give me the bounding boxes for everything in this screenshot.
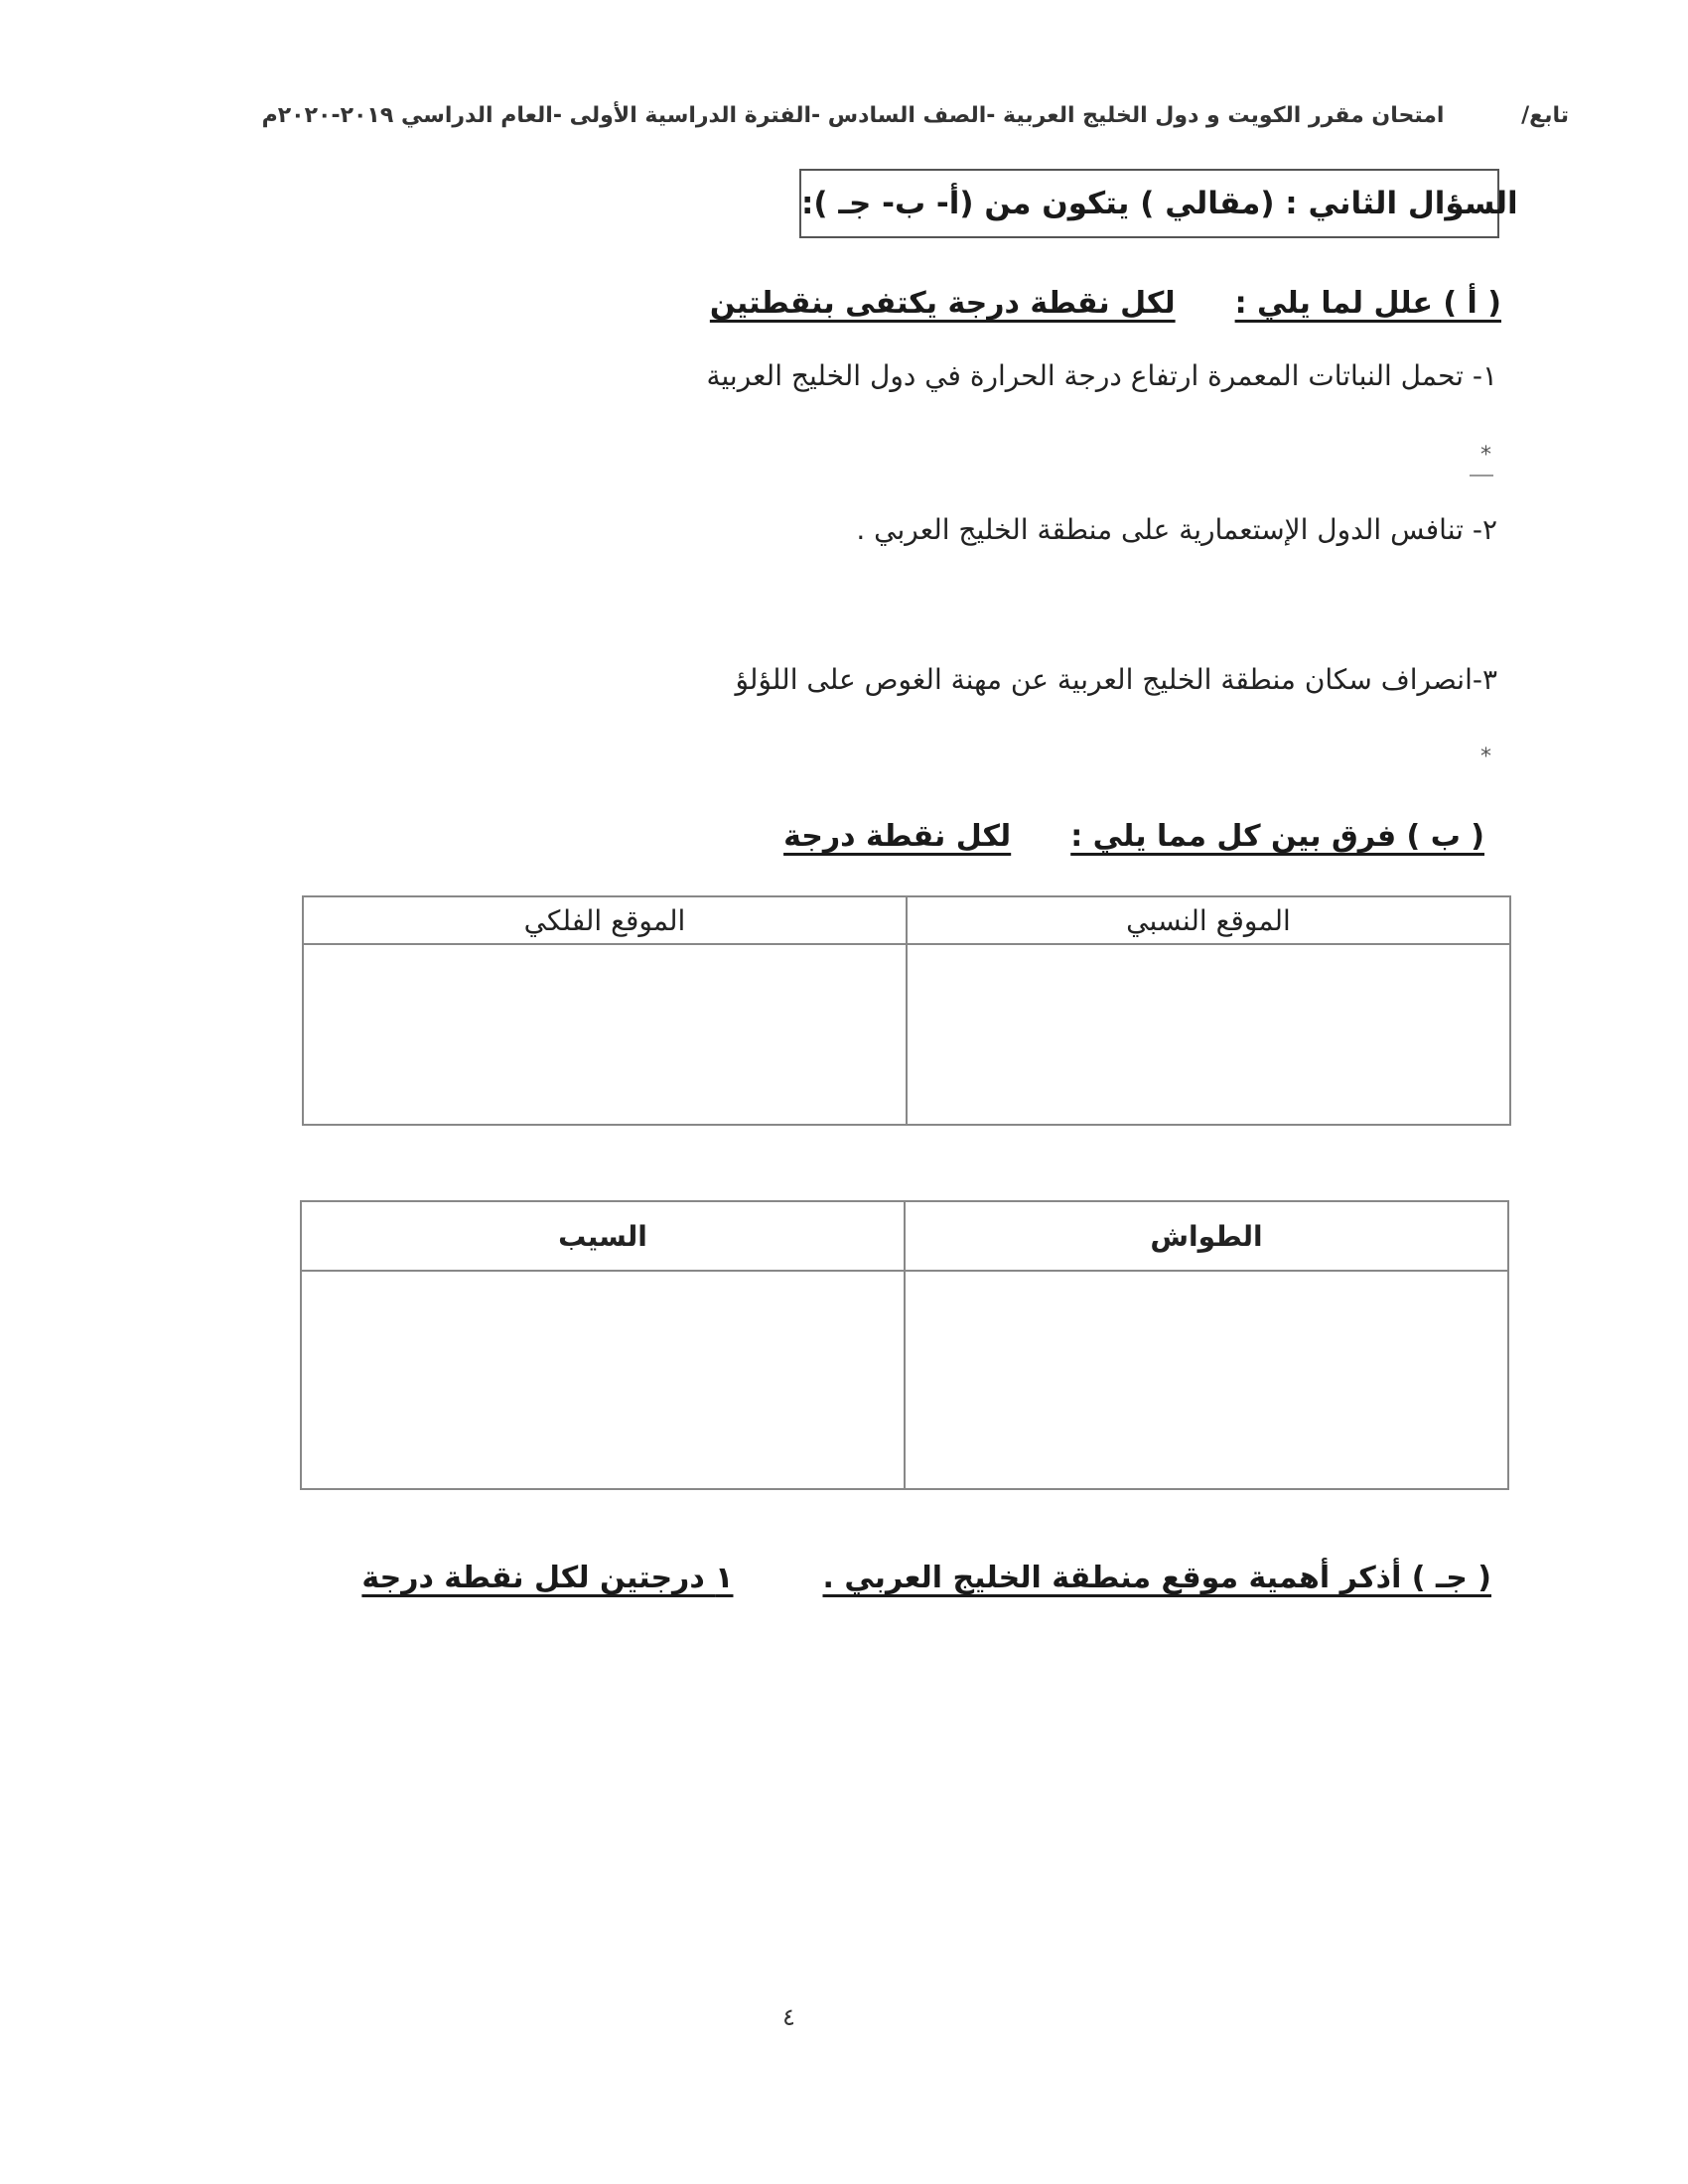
section-a-title: ( أ ) علل لما يلي : [1234, 286, 1501, 321]
comparison-table-pearl [300, 1200, 1509, 1490]
table2-header-right: الطواش [905, 1201, 1508, 1271]
question-title-box [799, 169, 1518, 238]
header-text: امتحان مقرر الكويت و دول الخليج العربية -الصف السادس -الفترة الدراسية الأولى -العام الدراسي ٢٠١٩-٢٠٢٠م [261, 103, 1445, 128]
table2-answer-left [301, 1271, 905, 1489]
section-c-heading [361, 1561, 1491, 1595]
section-a-item-2: ٢- تنافس الدول الإستعمارية على منطقة الخليج العربي . [856, 513, 1497, 546]
answer-bullet: * [1480, 443, 1491, 468]
table2-answer-right [905, 1271, 1508, 1489]
page-number: ٤ [782, 2003, 795, 2031]
section-a-item-3: ٣-انصراف سكان منطقة الخليج العربية عن مهنة الغوص على اللؤلؤ [735, 663, 1497, 696]
section-c-title: ( جـ ) أذكر أهمية موقع منطقة الخليج العربي . [822, 1561, 1491, 1595]
table2-header-left: السيب [301, 1201, 905, 1271]
comparison-table-location [302, 895, 1511, 1126]
question-title: السؤال الثاني : (مقالي ) يتكون من (أ- ب- جـ ): [801, 186, 1518, 221]
table1-header-right: الموقع النسبي [907, 896, 1510, 944]
section-b-heading [783, 819, 1484, 854]
section-b-marks: لكل نقطة درجة [783, 819, 1012, 854]
section-a-item-1: ١- تحمل النباتات المعمرة ارتفاع درجة الحرارة في دول الخليج العربية [706, 359, 1497, 392]
header-lead: تابع/ [1521, 103, 1569, 128]
table1-answer-left [303, 944, 907, 1125]
answer-line [1470, 475, 1493, 477]
section-a-marks: لكل نقطة درجة يكتفى بنقطتين [709, 286, 1176, 321]
section-b-title: ( ب ) فرق بين كل مما يلي : [1070, 819, 1484, 854]
section-a-heading [710, 286, 1501, 321]
table1-header-left: الموقع الفلكي [303, 896, 907, 944]
answer-bullet: * [1480, 745, 1491, 769]
table1-answer-right [907, 944, 1510, 1125]
section-c-marks: ١ درجتين لكل نقطة درجة [361, 1561, 734, 1595]
exam-header [119, 103, 1569, 128]
